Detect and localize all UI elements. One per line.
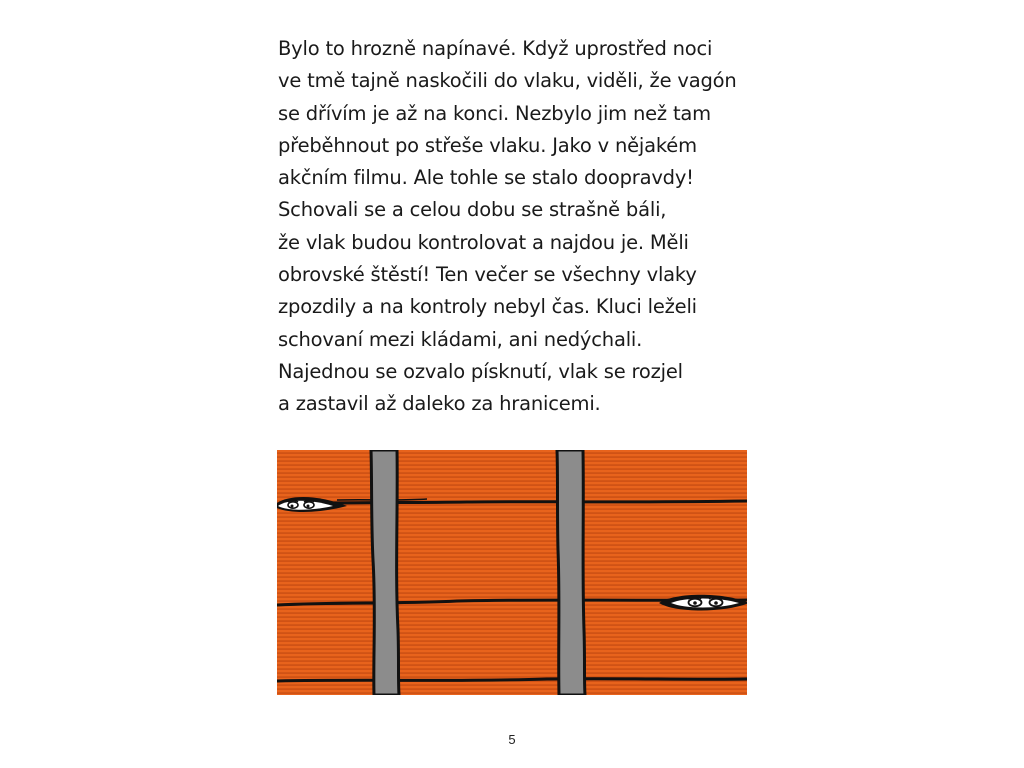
story-text	[278, 33, 758, 421]
story-line: a zastavil až daleko za hranicemi.	[278, 392, 601, 416]
stake-right	[557, 450, 585, 695]
story-line: obrovské štěstí! Ten večer se všechny vlaky	[278, 263, 697, 287]
story-line: schovaní mezi kládami, ani nedýchali.	[278, 327, 643, 351]
story-line: že vlak budou kontrolovat a najdou je. Měli	[278, 230, 689, 254]
logs-illustration	[277, 450, 747, 695]
story-line: akčním filmu. Ale tohle se stalo doopravdy!	[278, 166, 694, 190]
wood-background	[277, 450, 747, 695]
page-number: 5	[508, 732, 516, 747]
story-line: Najednou se ozvalo písknutí, vlak se rozjel	[278, 359, 683, 383]
story-line: Schovali se a celou dobu se strašně báli,	[278, 198, 667, 222]
story-line: přeběhnout po střeše vlaku. Jako v nějakém	[278, 133, 697, 157]
story-line: se dřívím je až na konci. Nezbylo jim než tam	[278, 101, 711, 125]
story-line: zpozdily a na kontroly nebyl čas. Kluci leželi	[278, 295, 697, 319]
story-line: ve tmě tajně naskočili do vlaku, viděli, že vagón	[278, 69, 737, 93]
stake-left	[371, 450, 399, 695]
story-line: Bylo to hrozně napínavé. Když uprostřed noci	[278, 37, 713, 60]
